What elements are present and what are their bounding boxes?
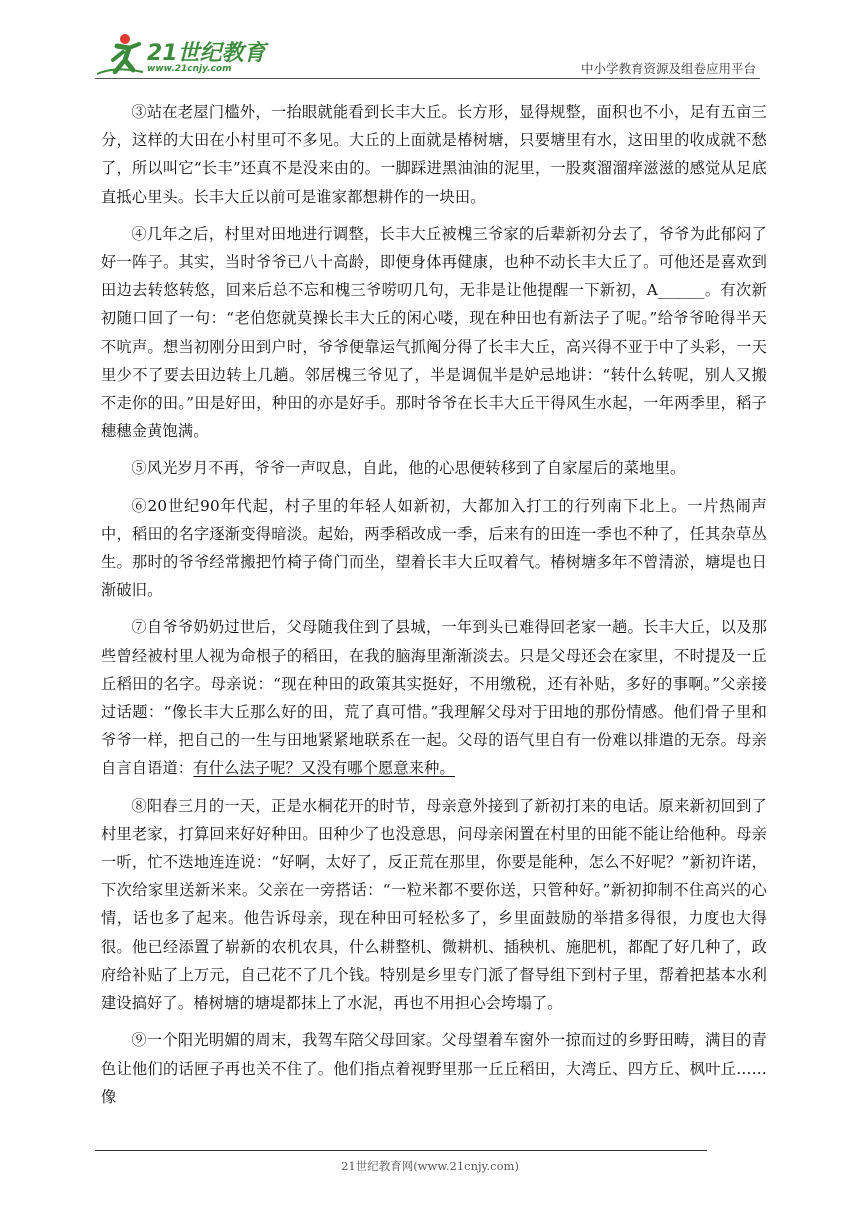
article-body — [101, 98, 767, 1120]
paragraph-3: ③站在老屋门槛外，一抬眼就能看到长丰大丘。长方形，显得规整，面积也不小，足有五亩三分，这样的大田在小村里可不多见。大丘的上面就是椿树塘，只要塘里有水，这田里的收成就不愁了，所以叫它“长丰”还真不是没来由的。一脚踩进黑油油的泥里，一股爽溜溜痒滋滋的感觉从足底直抵心里头。长丰大丘以前可是谁家都想耕作的一块田。 — [101, 103, 767, 206]
platform-name: 中小学教育资源及组卷应用平台 — [580, 61, 756, 76]
logo-text: 21世纪教育 — [147, 41, 266, 66]
paragraph-6: ⑥20世纪90年代起，村子里的年轻人如新初，大都加入打工的行列南下北上。一片热闹声中，稻田的名字逐渐变得暗淡。起始，两季稻改成一季，后来有的田连一季也不种了，任其杂草丛生。那时的爷爷经常搬把竹椅子倚门而坐，望着长丰大丘叹着气。椿树塘多年不曾清淤，塘堤也日渐破旧。 — [101, 496, 767, 600]
paragraph-9: ⑨一个阳光明媚的周末，我驾车陪父母回家。父母望着车窗外一掠而过的乡野田畴，满目的青色让他们的话匣子再也关不住了。他们指点着视野里那一丘丘稻田，大湾丘、四方丘、枫叶丘……像 — [101, 1031, 767, 1106]
runner-logo-icon — [95, 30, 147, 80]
logo — [95, 30, 275, 80]
page-footer: 21世纪教育网(www.21cnjy.com) — [341, 1159, 519, 1173]
header-divider — [95, 78, 760, 79]
footer-divider — [95, 1150, 707, 1151]
paragraph-5: ⑤风光岁月不再，爷爷一声叹息，自此，他的心思便转移到了自家屋后的菜地里。 — [131, 459, 686, 478]
paragraph-8: ⑧阳春三月的一天，正是水桐花开的时节，母亲意外接到了新初打来的电话。原来新初回到了村里老家，打算回来好好种田。田种少了也没意思，问母亲闲置在村里的田能不能让给他种。母亲一听，忙不迭地连连说：“好啊，太好了，反正荒在那里，你要是能种，怎么不好呢？”新初许诺，下次给家里送新米来。父亲在一旁搭话：“一粒米都不要你送，只管种好。”新初抑制不住高兴的心情，话也多了起来。他告诉母亲，现在种田可轻松多了，乡里面鼓励的举措多得很，力度也大得很。他已经添置了崭新的农机农具，什么耕整机、微耕机、插秧机、施肥机，都配了好几种了，政府给补贴了上万元，自己花不了几个钱。特别是乡里专门派了督导组下到村子里，帮着把基本水利建设搞好了。椿树塘的塘堤都抹上了水泥，再也不用担心会垮塌了。 — [101, 796, 767, 1013]
logo-url: www.21cnjy.com — [147, 64, 232, 74]
page-header — [95, 30, 760, 80]
paragraph-7-text: ⑦自爷爷奶奶过世后，父母随我住到了县城，一年到头已难得回老家一趟。长丰大丘，以及那些曾经被村里人视为命根子的稻田，在我的脑海里渐渐淡去。只是父母还会在家里，不时提及一丘丘稻田的名字。母亲说：“现在种田的政策其实挺好，不用缴税，还有补贴，多好的事啊。”父亲接过话题：“像长丰大丘那么好的田，荒了真可惜。”我理解父母对于田地的那份情感。他们骨子里和爷爷一样，把自己的一生与田地紧紧地联系在一起。父母的语气里自有一份难以排遣的无奈。母亲自言自语道： — [101, 618, 767, 778]
paragraph-7 — [101, 613, 767, 782]
paragraph-4: ④几年之后，村里对田地进行调整，长丰大丘被槐三爷家的后辈新初分去了，爷爷为此郁闷了好一阵子。其实，当时爷爷已八十高龄，即便身体再健康，也种不动长丰大丘了。可他还是喜欢到田边去转悠转悠，回来后总不忘和槐三爷唠叨几句，无非是让他提醒一下新初，A______。有次新初随口回了一句：“老伯您就莫操长丰大丘的闲心喽，现在种田也有新法子了呢。”给爷爷呛得半天不吭声。想当初刚分田到户时，爷爷便靠运气抓阄分得了长丰大丘，高兴得不亚于中了头彩，一天里少不了要去田边转上几趟。邻居槐三爷见了，半是调侃半是妒忌地讲：“转什么转呢，别人又搬不走你的田。”田是好田，种田的亦是好手。那时爷爷在长丰大丘干得风生水起，一年两季里，稻子穗穗金黄饱满。 — [101, 224, 767, 441]
underlined-sentence: 有什么法子呢？又没有哪个愿意来种。 — [193, 759, 455, 778]
